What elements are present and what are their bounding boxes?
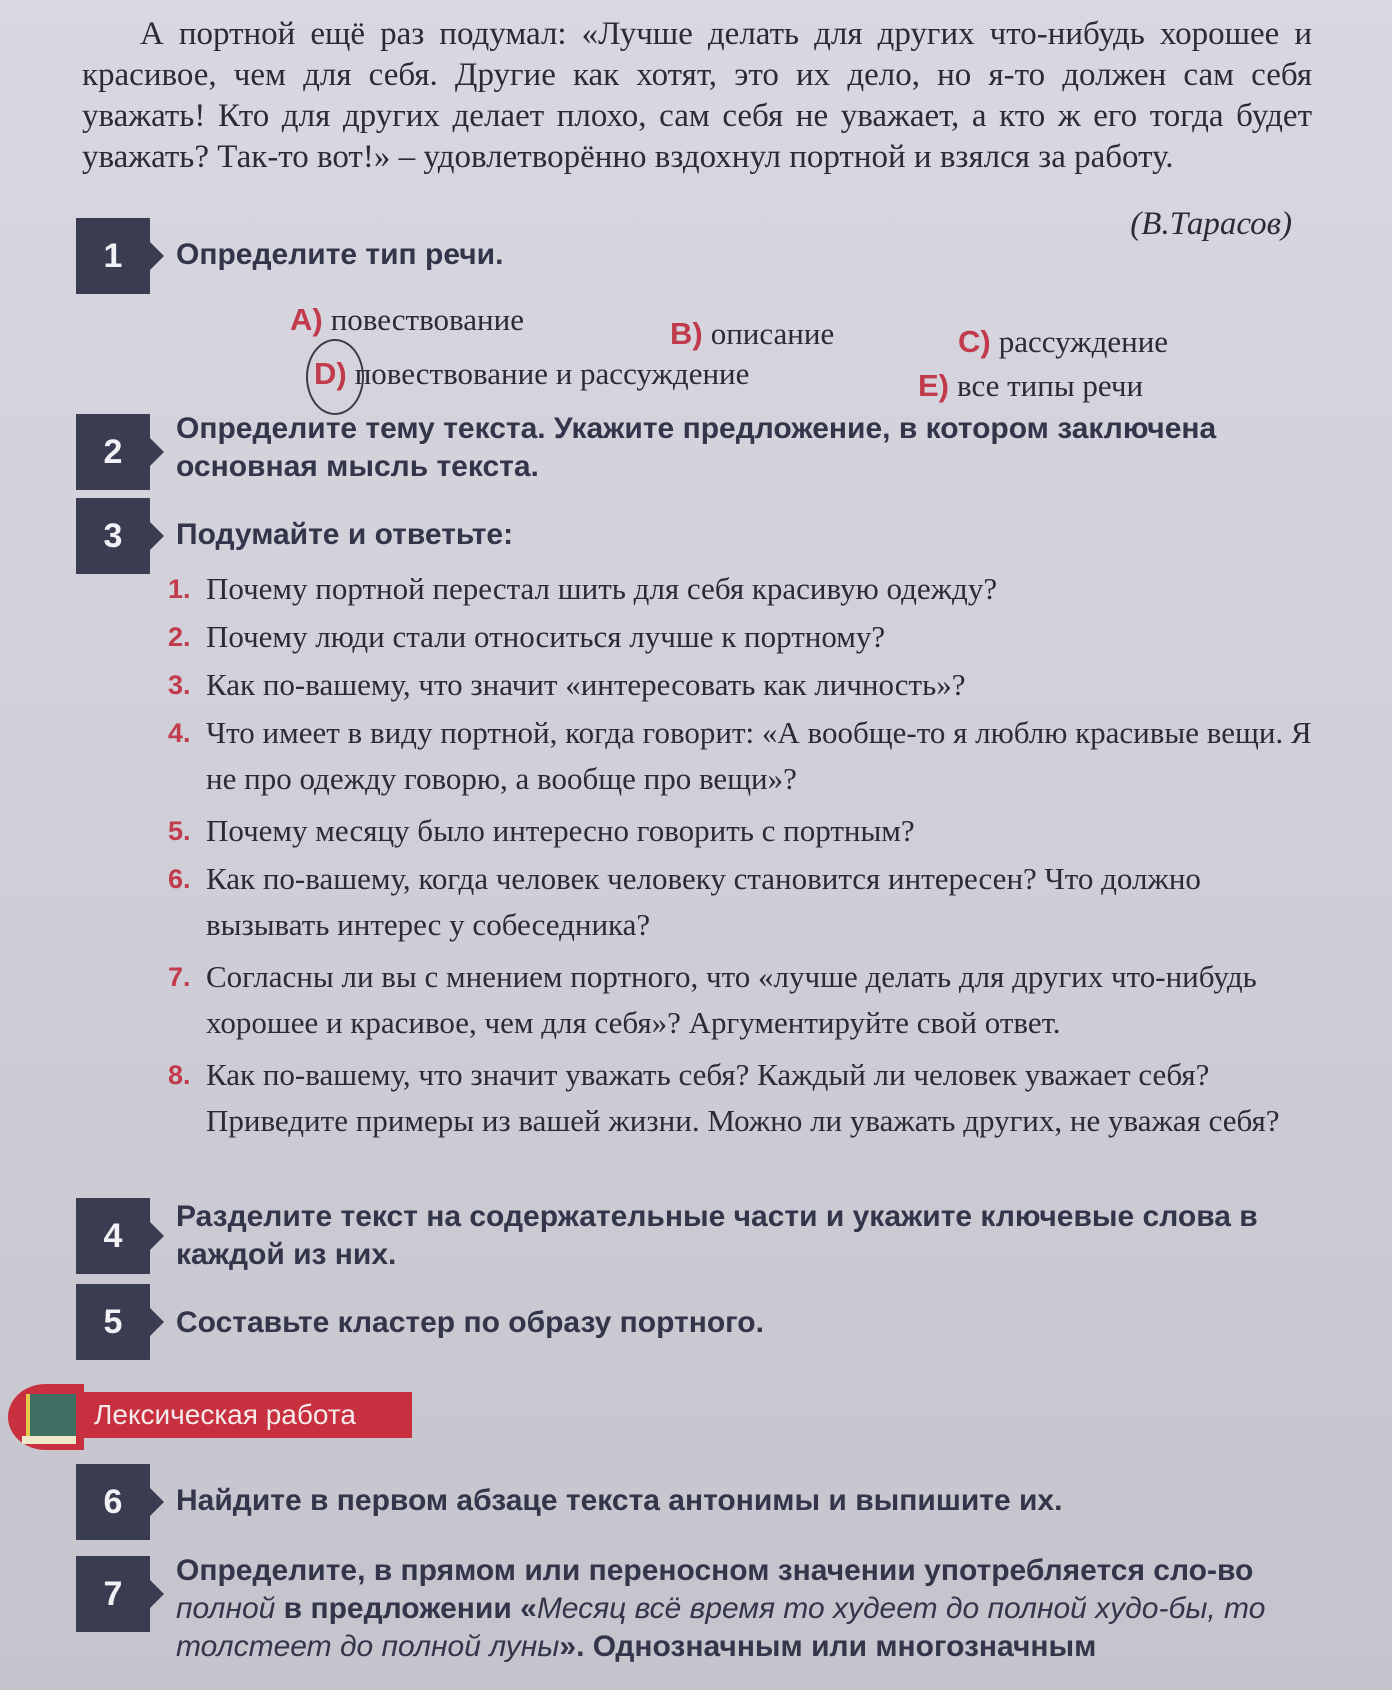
task-2 [76, 410, 1316, 490]
question-text: Почему люди стали относиться лучше к портному? [206, 619, 886, 654]
question-number: 5. [168, 816, 191, 846]
task-1 [76, 218, 1316, 294]
handwritten-circle-mark [306, 339, 364, 415]
intro-paragraph: А портной ещё раз подумал: «Лучше делать для других что-нибудь хорошее и красивое, чем для себя. Другие как хотят, это их дело, но я-то должен сам себя уважать! Кто для других делает плохо, сам себя не уважает, а кто ж его тогда будет уважать? Так-то вот!» – удовлетворённо вздохнул портной и взялся за работу. [82, 16, 1312, 175]
task-text: Определите тему текста. Укажите предложение, в котором заключена основная мысль текста. [176, 412, 1217, 483]
question-8 [168, 1052, 1318, 1144]
question-text: Как по-вашему, что значит «интересовать как личность»? [206, 667, 966, 702]
task-text: Найдите в первом абзаце текста антонимы и выпишите их. [176, 1484, 1063, 1517]
book-pages-shape [22, 1436, 76, 1444]
question-text: Что имеет в виду портной, когда говорит: «А вообще-то я люблю красивые вещи. Я не про одежду говорю, а вообще про вещи»? [206, 715, 1312, 796]
task-text-italic: Месяц всё время то худеет до полной худо-бы, то толстеет до полной луны [176, 1592, 1266, 1663]
option-letter: C) [958, 324, 991, 359]
question-number: 3. [168, 670, 191, 700]
task-text: Разделите текст на содержательные части и укажите ключевые слова в каждой из них. [176, 1200, 1258, 1271]
task-4 [76, 1198, 1316, 1278]
question-number: 4. [168, 718, 191, 748]
question-text: Как по-вашему, когда человек человеку становится интересен? Что должно вызывать интерес у собеседника? [206, 861, 1201, 942]
question-1 [168, 566, 1318, 612]
task-number-badge: 7 [76, 1556, 150, 1632]
question-2 [168, 614, 1318, 660]
option-d [314, 356, 749, 392]
question-number: 2. [168, 622, 191, 652]
section-banner [0, 1384, 412, 1444]
task-number-badge: 4 [76, 1198, 150, 1274]
question-number: 6. [168, 864, 191, 894]
task-5 [76, 1284, 1316, 1360]
task-text-part: Определите, в прямом или переносном значении употребляется сло- [176, 1554, 1217, 1587]
option-text: повествование [330, 302, 524, 337]
option-text: описание [710, 316, 835, 351]
option-text: повествование и рассуждение [354, 356, 750, 391]
question-number: 8. [168, 1060, 191, 1090]
task-3 [76, 498, 1316, 574]
task-text-italic: полной [176, 1592, 276, 1625]
question-number: 1. [168, 574, 191, 604]
task-text: Подумайте и ответьте: [176, 518, 514, 551]
option-c [958, 324, 1168, 360]
task-text [176, 1552, 1316, 1666]
task-number-badge: 6 [76, 1464, 150, 1540]
question-3 [168, 662, 1318, 708]
option-a [290, 302, 524, 338]
question-text: Почему портной перестал шить для себя красивую одежду? [206, 571, 998, 606]
book-icon [8, 1384, 84, 1450]
task-text: Составьте кластер по образу портного. [176, 1306, 764, 1339]
option-letter: B) [670, 316, 703, 351]
task-number-badge: 3 [76, 498, 150, 574]
option-letter: D) [314, 356, 347, 391]
task-text-part: ». Однозначным или многозначным [559, 1630, 1097, 1663]
task-7 [76, 1552, 1316, 1672]
question-text: Согласны ли вы с мнением портного, что «лучше делать для других что-нибудь хорошее и красивое, чем для себя»? Аргументируйте свой ответ. [206, 959, 1257, 1040]
option-e [918, 368, 1143, 404]
task-text: Определите тип речи. [176, 238, 504, 271]
option-text: все типы речи [957, 368, 1144, 403]
question-4 [168, 710, 1318, 802]
question-5 [168, 808, 1318, 854]
task-6 [76, 1464, 1316, 1540]
option-letter: A) [290, 302, 323, 337]
question-text: Почему месяцу было интересно говорить с портным? [206, 813, 915, 848]
book-cover-shape [26, 1394, 76, 1436]
question-number: 7. [168, 962, 191, 992]
option-text: рассуждение [998, 324, 1169, 359]
task-number-badge: 1 [76, 218, 150, 294]
question-6 [168, 856, 1318, 948]
task-number-badge: 5 [76, 1284, 150, 1360]
question-7 [168, 954, 1318, 1046]
task-text-part: во [1216, 1554, 1254, 1587]
option-b [670, 316, 834, 352]
section-title: Лексическая работа [56, 1392, 412, 1438]
task-text-part: в предложении « [275, 1592, 537, 1625]
author-attribution: (В.Тарасов) [1130, 206, 1292, 242]
question-text: Как по-вашему, что значит уважать себя? Каждый ли человек уважает себя? Приведите примеры из вашей жизни. Можно ли уважать других, не уважая себя? [206, 1057, 1280, 1138]
option-letter: E) [918, 368, 949, 403]
task-number-badge: 2 [76, 414, 150, 490]
